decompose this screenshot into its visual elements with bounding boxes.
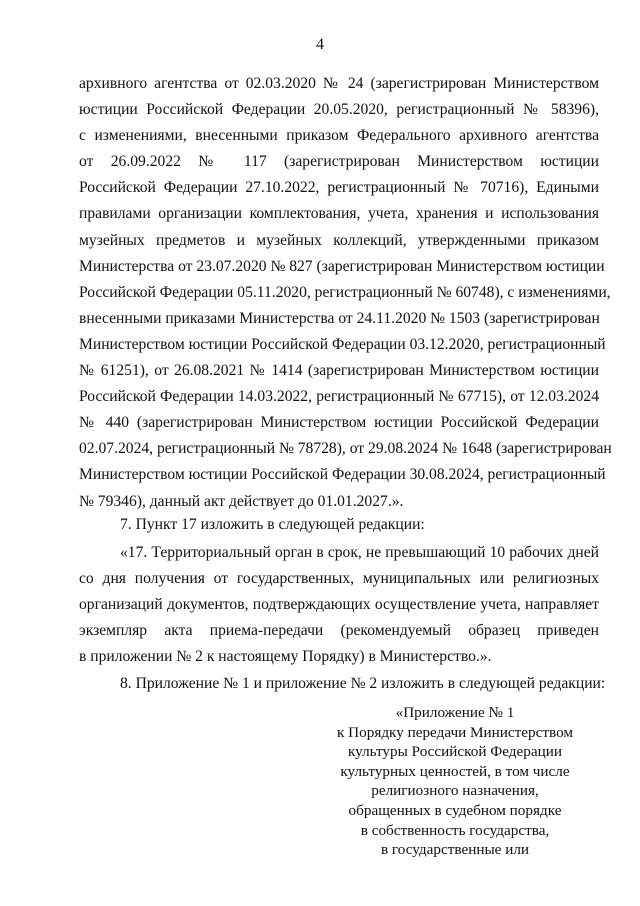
paragraph-item-7 [79,512,599,538]
text-line: № 61251), от 26.08.2021 № 1414 (зарегистрирован Министерством юстиции [79,362,599,380]
text-line: в приложении № 2 к настоящему Порядку) в Министерство.». [79,648,492,666]
text-line: юстиции Российской Федерации 20.05.2020, регистрационный № 58396), [79,101,599,119]
text-line: «17. Территориальный орган в срок, не превышающий 10 рабочих дней [120,544,599,561]
text-line: 02.07.2024, регистрационный № 78728), от 29.08.2024 № 1648 (зарегистрирован [79,440,612,458]
text-line: музейных предметов и музейных коллекций, утвержденными приказом [79,231,599,249]
text-line: 8. Приложение № 1 и приложение № 2 изложить в следующей редакции: [120,675,606,692]
text-line: Министерством юстиции Российской Федерации 30.08.2024, регистрационный [79,466,606,484]
text-line: № 79346), данный акт действует до 01.01.2027.». [79,492,404,510]
text-line: экземпляр акта приема-передачи (рекомендуемый образец приведен [79,622,599,640]
appendix-line: к Порядку передачи Министерством [337,723,573,741]
text-line: Министерством юстиции Российской Федерации 03.12.2020, регистрационный [79,335,606,353]
text-line: 7. Пункт 17 изложить в следующей редакции: [120,516,425,533]
appendix-line: «Приложение № 1 [395,704,515,721]
text-line: Министерства от 23.07.2020 № 827 (зарегистрирован Министерством юстиции [79,257,605,275]
text-line: Российской Федерации 27.10.2022, регистрационный № 70716), Едиными [79,179,599,197]
text-line: правилами организации комплектования, учета, хранения и использования [79,205,599,223]
text-line: Российской Федерации 14.03.2022, регистрационный № 67715), от 12.03.2024 [79,388,599,406]
text-line: архивного агентства от 02.03.2020 № 24 (зарегистрирован Министерством [79,75,599,92]
text-line: от 26.09.2022 № 117 (зарегистрирован Министерством юстиции [79,153,599,171]
text-line: Российской Федерации 05.11.2020, регистрационный № 60748), с изменениями, [79,283,611,301]
appendix-line: религиозного назначения, [371,782,539,800]
appendix-heading [330,703,580,860]
appendix-line: культуры Российской Федерации [347,743,562,761]
text-line: с изменениями, внесенными приказом Федерального архивного агентства [79,127,599,145]
text-line: организаций документов, подтверждающих осуществление учета, направляет [79,596,599,614]
appendix-line: в собственность государства, [360,821,550,839]
text-line: № 440 (зарегистрирован Министерством юстиции Российской Федерации [79,414,599,432]
paragraph-continuation [79,71,612,515]
appendix-line: в государственные или [380,841,530,859]
paragraph-quoted-item-17 [79,540,599,670]
page-number: 4 [316,36,324,53]
appendix-line: культурных ценностей, в том числе [340,762,570,780]
text-line: внесенными приказами Министерства от 24.11.2020 № 1503 (зарегистрирован [79,309,600,327]
appendix-line: обращенных в судебном порядке [348,801,562,819]
paragraph-item-8 [79,671,606,697]
text-line: со дня получения от государственных, муниципальных или религиозных [79,570,599,588]
